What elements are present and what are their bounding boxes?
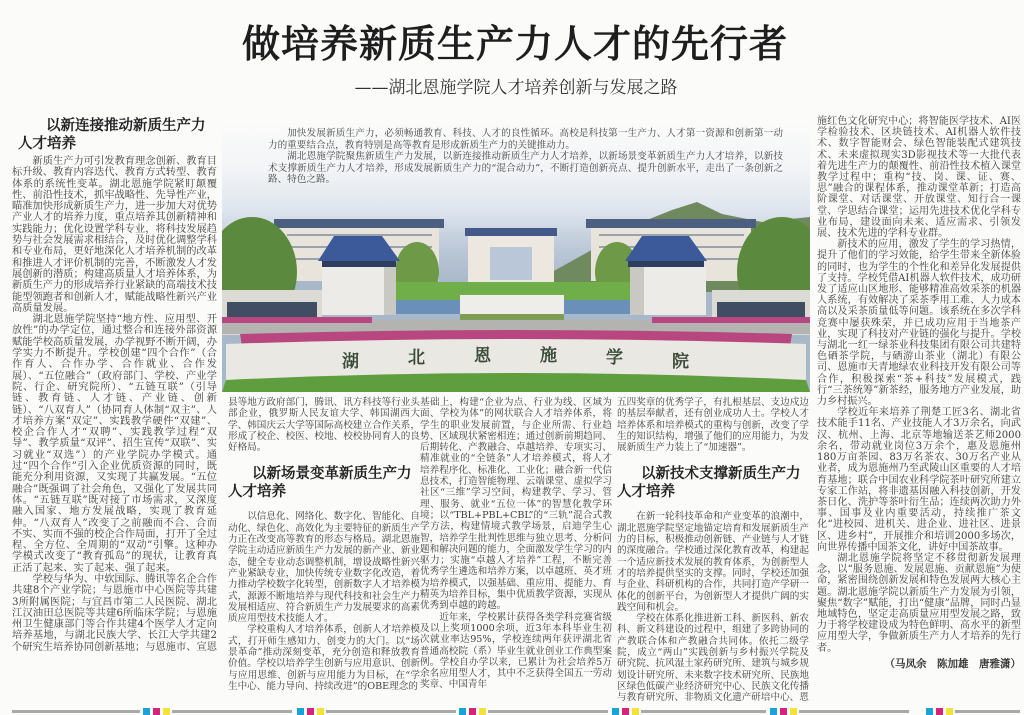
paragraph: 学校与华为、中软国际、腾讯等名企合作共建8个产业学院；与恩施市中心医院等共建3所附属医院；与宜昌市第二人民医院、湖北江汉油田总医院等共建6所临床学院；与恩施州卫生健康部门等合作共建4个医学人才定向培养基地，与湖北民族大学、长江大学共建2个研究生培养协同创新基地；与恩施市、宣恩	[12, 572, 218, 653]
campus-sign-char: 施	[540, 346, 557, 366]
intro-paragraph: 湖北恩施学院聚焦新质生产力发展，以新连接推动新质生产力人才培养，以新场景变革新质生产力人才培养，以新技术支撑新质生产力人才培养，形成发展新质生产力的“混合动力”，不断打造创新亮点、提升创新水平，走出了一条创新之路、特色之路。	[268, 151, 783, 186]
divider	[326, 710, 456, 713]
divider	[12, 710, 140, 713]
divider	[172, 710, 292, 713]
paragraph: 新质生产力可引发教育理念创新、教育目标升级、教育内容迭代、教育方式转型、教育体系的系统性变革。湖北恩施学院紧盯颠覆性、前沿性技术，抓牢战略性、先导性产业，瞄准加快形成新质生产力，进一步加大对优势产业人才的培养力度，重点培养其创新精神和实践能力；优化设置学科专业，将科技发展趋势与社会发展需求相结合，及时优化调整学科和专业布局，更好地深化人才培养机制的改革和推进人才评价机制的完善，不断激发人才发展创新的潜质；构建高质量人才培养体系，为新质生产力的形成培养行业紧缺的高端技术技能型领跑者和创新人才，赋能战略性新兴产业高质量发展。	[12, 155, 218, 314]
print-color-marks	[143, 708, 170, 715]
paragraph: 五四奖章的优秀学子，有扎根基层、支边戍边的基层奉献者，还有创业成功人士。学校人才培养体系和培养模式的重构与创新，改变了学生的知识结构，增强了他们的应用能力，为发展新质生产力装上了“加速器”。	[617, 397, 809, 454]
section-heading-new-connections: 以新连接推动新质生产力人才培养	[18, 118, 206, 152]
author-byline: （马凤余 陈加雄 唐雅潇）	[884, 657, 1021, 670]
paragraph: 学校近年来培养了荆楚工匠3名、湖北省技术能手11名、产业技能人才3万余名，向武汉、杭州、上海、北京等地输送茶艺师2000余名，带动就业岗位3万余个，惠及恩施州180万亩茶园、83万名茶农、30万名产业从业者，成为恩施州乃至武陵山区重要的人才培育基地；联合中国农业科学院茶叶研究所建立专家工作站，将非遗基因融入科技创新，开发茶日化、洗护等茶叶衍生品；连续两次助力外事、国事及业内重要活动，持续推广茶文化“进校园、进机关、进企业、进社区、进景区、进乡村”，开展推介和培训2000多场次，向世界传播中国茶文化，讲好中国茶故事。	[817, 407, 1021, 553]
section-heading-new-scenarios: 以新场景变革新质生产力人才培养	[228, 466, 412, 501]
campus-sign-char: 院	[672, 352, 689, 372]
paragraph: 学校重构人才培养体系，创新人才培养模式，打开师生感知力、创变力的大门。以“场景革命”推动深刻变革，充分创造和释放教育价值。学校以培养学生创新与应用意识、创新与应用思维、创新与应用能力为目标，在“学生中心、能力导向、持续改进”的OBE理念的	[228, 624, 420, 692]
article-column-5	[817, 116, 1021, 671]
paragraph: 县等地方政府部门，腾讯、讯方科技等行业头部企业，俄罗斯人民友谊大学、韩国湖西大学、韩国庆云大学等国际高校建立合作关系，形成了校企、校医、校地、校校协同育人的良好格局。	[228, 397, 420, 454]
campus-sign-char: 北	[408, 348, 425, 368]
article-column-3	[420, 397, 612, 691]
divider	[641, 710, 766, 713]
divider	[799, 710, 909, 713]
article-intro	[268, 128, 783, 186]
print-color-marks	[770, 708, 797, 715]
paragraph: 以信息化、网络化、数字化、智能化、自动化、绿色化、高效化为主要特征的新质生产力正在改变高等教育的形态与格局。湖北恩施学院主动适应新质生产力发展的新产业、新业态，健全专业动态调整机制，增设战略性新兴产业紧缺专业，加快传统专业数字化改造，着力推动学校数字化转型，创新数字人才培养模式，源源不断地培养与现代科技和社会生产力发展相适应、符合新质生产力发展要求的高素质应用型技术技能人才。	[228, 511, 420, 625]
article-column-2	[228, 397, 420, 692]
campus-sign-char: 恩	[474, 346, 491, 366]
paragraph: 湖北恩施学院将坚定不移贯彻新发展理念，以“服务恩施、发展恩施、贡献恩施”为使命，紧密围绕创新发展和特色发展两大核心主题。湖北恩施学院以新质生产力发展为引领，聚焦“数字”赋能，打出“健康”品牌，同时凸显地域特色，坚定走高质量应用型发展之路，致力于将学校建设成为特色鲜明、高水平的新型应用型大学，争做新质生产力人才培养的先行者。	[817, 552, 1021, 654]
paragraph: 在新一轮科技革命和产业变革的浪潮中，湖北恩施学院坚定地锚定培育和发展新质生产力的目标，积极推动创新链、产业链与人才链的深度融合。学校通过深化教育改革，构建起一个适应新技术发展的教育体系，为创新型人才的培养提供坚实的支撑。同时，学校还加强与企业、科研机构的合作，共同打造产学研一体化的创新平台，为创新型人才提供广阔的实践空间和机会。	[617, 511, 809, 613]
section-heading-new-technology: 以新技术支撑新质生产力人才培养	[617, 466, 801, 501]
print-color-marks	[612, 708, 639, 715]
print-color-marks	[297, 708, 324, 715]
print-color-marks	[926, 708, 953, 715]
article-column-1	[12, 156, 217, 653]
campus-sign-char: 湖	[342, 352, 359, 372]
paragraph: 新技术的应用，激发了学生的学习热情，提升了他们的学习效能，给学生带来全新体验的同时，也为学生的个性化和差异化发展提供了支持。学校凭借AI机器人软件技术，成功研发了适应山区地形、能够精准高效采茶的机器人系统，有效解决了采茶季用工难、人力成本高以及采茶质量低等问题。该系统在多次学科竞赛中屡获殊荣，并已成功应用于当地茶产业，实现了科技对产业链的强化与提升。学校与湖北一红一绿茶业科技集团有限公司共建特色硒茶学院，与硒游山茶业（湖北）有限公司、恩施市天青地绿农业科技开发有限公司等合作，积极探索“茶+科技”发展模式，践行“三茶统筹”新茶经，服务地方产业发展，助力乡村振兴。	[817, 239, 1021, 408]
divider	[955, 710, 1020, 713]
page-subtitle: ——湖北恩施学院人才培养创新与发展之路	[354, 78, 678, 98]
paragraph: 近年来，学校累计获得各类学科竞赛省级及以上奖项1000余项，近3年本科毕业生初次就业率达95%，学校连续两年获评湖北省普通高校院（系）毕业生就业创业工作典型案例。学校自办学以来，已累计为社会培养5万余名应用型人才，其中不乏获得全国五一劳动奖章、中国青年	[420, 611, 612, 691]
print-color-marks	[459, 708, 486, 715]
intro-paragraph: 加快发展新质生产力，必须畅通教育、科技、人才的良性循环。高校是科技第一生产力、人才第一资源和创新第一动力的重要结合点，教育特别是高等教育是形成新质生产力的关键推动力。	[268, 128, 783, 151]
paragraph: 学校在体系化推进新工科、新医科、新农科、新文科建设的过程中，组建了多跨协同的产教联合体和产教融合共同体。依托二级学院，成立“两山”实践创新与乡村振兴学院及研究院、抗风湿土家药研究所、建筑与城乡规划设计研究所、未来数字技术研究所、民族地区绿色低碳产业经济研究中心、民族文化传播与教育研究所、非物质文化遗产研培中心、恩	[617, 613, 809, 704]
article-column-4	[617, 397, 809, 704]
paragraph: 湖北恩施学院坚持“地方性、应用型、开放性”的办学定位，通过整合和连接外部资源赋能学校高质量发展，办学视野不断开阔，办学实力不断提升。学校创建“四个合作”（合作育人、合作办学、合作就业、合作发展）、“五位融合”（政府部门、学校、产业学院、行企、研究院所）、“五链互联”（引导链、教育链、人才链、产业链、创新链）、“八双育人”（协同育人体制“双主”、人才培养方案“双定”、实践教学硬件“双建”、校企合作人才“双聘”、实践教学过程“双导”、教学质量“双评”、招生宣传“双联”、实习就业“双选”）的产业学院办学模式。通过“四个合作”引入企业优质资源的同时，既能充分利用资源，又实现了共赢发展。“五位融合”既强调了社会角色，又强化了发展共同体。“五链互联”既对接了市场需求，又深度融入国家、地方发展战略，实现了教育延伸。“八双育人”改变了之前融而不合、合而不实、实而不强的校企合作局面，打开了全过程、全方位、全周期的“双动”引擎。这种办学模式改变了“教育孤岛”的现状，让教育真正活了起来、实了起来、强了起来。	[12, 313, 218, 574]
campus-sign-char: 学	[606, 348, 623, 368]
paragraph: 施红色文化研究中心；将智能医学技术、AI医学检验技术、区块链技术、AI机器人软件技术、数字智能财会、绿色智能装配式建筑技术、未来虚拟现实3D影视技术等一大批代表着先进生产力的颠覆性、前沿性技术植入课堂教学过程中；重构“技、岗、课、证、赛、思”融合的课程体系，推动课堂革新；打造高阶课堂、对话课堂、开放课堂、知行合一课堂、学思结合课堂；运用先进技术优化学科专业布局，建设面向未来、适应需求、引领发展、技术先进的学科专业群。	[817, 116, 1021, 240]
page-title: 做培养新质生产力人才的先行者	[241, 21, 788, 66]
paragraph: 基础上，构建“企业为点、行业为线、区域为面、学校为体”的网状联合人才培养体系，将学生的职业发展前置，与企业所需、行业趋势、区域现状紧密相连；通过创新前期趋同、后期转化、产教融合、卓越培养、专项实习、精准就业的“全链条”人才培养模式，将人才培养程序化、标准化、工业化；融合新一代信息技术，打造智能物理、云端课堂、虚拟学习社区“三维”学习空间，构建教学、学习、管理、服务、就业“五位一体”的智慧化教学环境；以“TBL+PBL+CBL”的“三轨”混合式教学方法，构建情境式教学场景，启迪学生心智，培养学生批判性思维与独立思考、分析问题和解决问题的能力，全面激发学生学习的内驱力；实施“卓越人才培养”工程，不断完善优秀学生遴选和培养方案，以卓越班、英才班为培养模式，以强基础、重应用、提能力、育精英为培养目标，集中优质教学资源，实现从优秀到卓越的跨越。	[420, 397, 612, 612]
divider	[488, 710, 608, 713]
